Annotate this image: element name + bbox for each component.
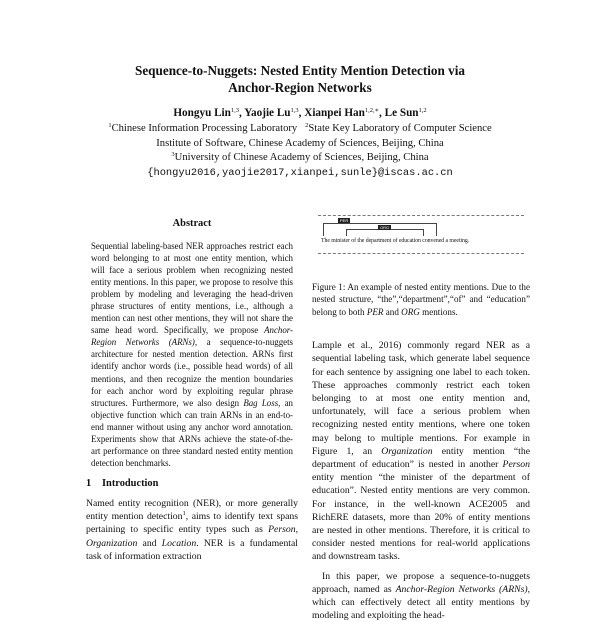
affiliation-line-3 — [0, 151, 600, 166]
entity-type-person: Person — [268, 524, 296, 536]
figure-caption — [312, 281, 530, 318]
body-part: , which can effectively detect all entity mentions by modeling and exploiting the head- — [312, 583, 530, 622]
entity-type-organization: Organization — [381, 445, 433, 457]
section-title: Introduction — [102, 477, 159, 489]
author-affil-mark: 1,3 — [230, 107, 240, 114]
model-name: Anchor-Region Networks (ARNs) — [395, 583, 528, 595]
section-number: 1 — [86, 477, 92, 489]
affiliation-university: University of Chinese Academy of Sciences, Beijing, China — [174, 152, 429, 164]
affiliations — [0, 122, 600, 180]
introduction-text — [86, 497, 298, 563]
intro-part: and — [137, 537, 162, 549]
right-body-text — [312, 339, 530, 622]
caption-part: and — [383, 306, 402, 317]
abstract-part: Sequential labeling-based NER approaches restrict each word belonging to at most one entity mention, which will face a serious problem when recognizing nested entity mentions. In this paper, we propose to resolve this problem by modeling and leveraging the head-driven phrase structures of entity mentions, i.e., although a mention can nest other mentions, they will not share the same head word. Specifically, we propose — [91, 241, 293, 336]
affil-mark: 2 — [305, 122, 309, 129]
org-tag: ORG — [380, 225, 390, 230]
intro-part: . NER is a fundamental task of information extraction — [86, 537, 298, 562]
author-name: Yaojie Lu — [244, 107, 291, 119]
author-list: Hongyu Lin$^{1,3}$, Yaojie Lu$^{1,3}$, Xianpei Han$^{1,2,∗}$, Le Sun$^{1,2}$ — [173, 107, 427, 119]
org-span-bracket — [346, 229, 424, 236]
abstract-loss-name: Bag Loss — [243, 397, 279, 408]
abstract-part: , a sequence-to-nuggets architecture for nested mention detection. ARNs first identify anchor words (i.e., possible head words) of all mentions, and then recognize the mention boundaries for each anchor word by exploiting regular phrase structures. Furthermore, we also design — [91, 337, 293, 408]
right-column — [312, 213, 530, 622]
figure-1 — [318, 215, 524, 254]
affiliation-lab: Chinese Information Processing Laboratory — [111, 123, 298, 134]
intro-part: Named entity recognition (NER), or more generally entity mention detection — [86, 497, 298, 523]
abstract-text — [91, 240, 293, 469]
caption-part: Figure 1: An example of nested entity mentions. Due to the nested structure, “the”,“department”,“of” and “education” belong to both — [312, 282, 530, 317]
intro-part: , aims to identify text spans pertaining to specific entity types such as — [86, 511, 298, 536]
author-affil-mark: 1,3 — [290, 107, 299, 114]
body-paragraph — [312, 339, 530, 563]
title-line-1: Sequence-to-Nuggets: Nested Entity Mention Detection via — [134, 63, 465, 78]
author-affil-mark: 1,2 — [418, 107, 427, 114]
body-part: entity mention “the minister of the department of education”. Nested entity mentions are very common. For instance, in the well-known ACE2005 and RichERE datasets, more than 20% of entity mentions are nested in other mentions. Therefore, it is critical to consider nested mentions for real-world applications and downstream tasks. — [312, 472, 530, 563]
author-name: Hongyu Lin — [173, 107, 231, 119]
affiliation-state-key-lab: State Key Laboratory of Computer Science — [308, 123, 492, 134]
body-part: In this paper, we propose a sequence-to-nuggets approach, named as — [312, 570, 530, 595]
introduction-paragraph — [86, 497, 298, 563]
email-users: {hongyu2016,yaojie2017,xianpei,sunle} — [147, 166, 378, 179]
intro-part: , — [295, 524, 298, 536]
caption-org: ORG — [401, 306, 420, 317]
caption-per: PER — [366, 306, 384, 317]
affil-mark: 1 — [108, 122, 112, 129]
author-name: Le Sun — [384, 107, 419, 119]
section-heading-introduction — [86, 477, 298, 490]
affiliation-line-2: Institute of Software, Chinese Academy of Sciences, Beijing, China — [156, 137, 444, 149]
left-column — [86, 213, 298, 563]
abstract-model-name: Anchor-Region Networks (ARNs) — [91, 325, 293, 348]
entity-type-location: Location — [161, 537, 197, 549]
body-part: entity mention “the department of education” is nested in another — [312, 445, 531, 471]
entity-type-person: Person — [502, 459, 530, 471]
affiliation-line-1 — [0, 122, 600, 137]
body-paragraph — [312, 570, 530, 622]
per-tag: PER — [340, 218, 349, 223]
author-name: Xianpei Han — [304, 107, 365, 119]
figure-sentence: The minister of the department of education convened a meeting. — [321, 238, 470, 244]
author-affil-mark: 1,2,∗ — [364, 107, 380, 114]
abstract-part: , an objective function which can train ARNs in an end-to-end manner without using any anchor word annotation. Experiments show that ARNs achieve the state-of-the-art performance on three standard nested entity mention detection benchmarks. — [91, 397, 293, 468]
email-domain: @iscas.ac.cn — [377, 166, 453, 179]
caption-part: mentions. — [419, 306, 458, 317]
paper-title — [0, 62, 600, 96]
title-line-2: Anchor-Region Networks — [228, 80, 372, 95]
affil-mark: 3 — [171, 151, 175, 159]
body-part: Lample et al., 2016) commonly regard NER as a sequential labeling task, which generate label sequence for each sentence by assigning one label to each token. These approaches commonly restrict each token belonging to at most one entity mention and, unfortunately, will face a serious problem when recognizing nested entity mentions, where one token may belong to multiple mentions. For example in Figure 1, an — [312, 340, 530, 457]
abstract-heading: Abstract — [172, 218, 212, 229]
author-emails — [0, 166, 600, 181]
footnote-mark: 1 — [182, 510, 186, 518]
entity-type-organization: Organization — [86, 537, 138, 549]
